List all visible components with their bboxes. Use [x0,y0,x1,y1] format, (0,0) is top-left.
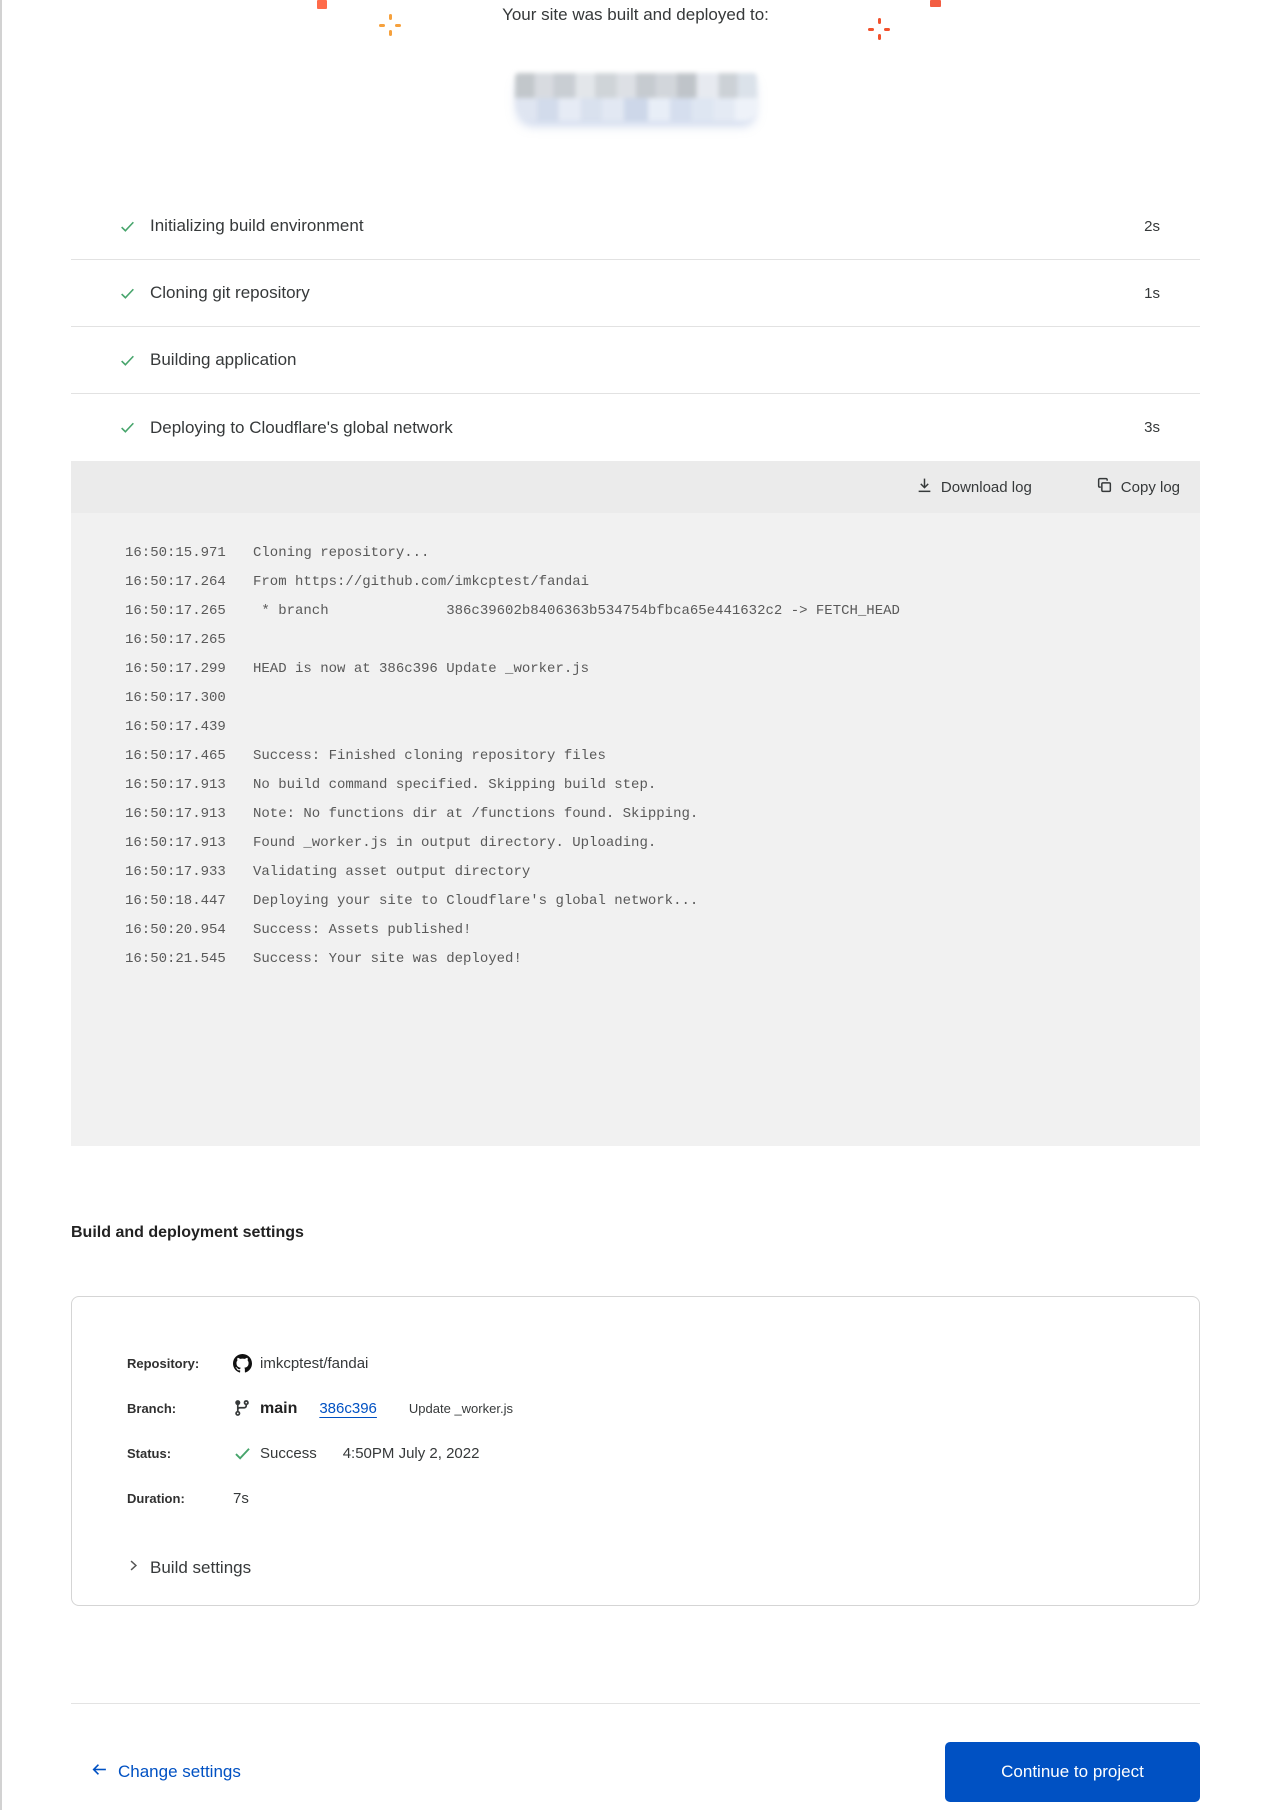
log-message: * branch 386c39602b8406363b534754bfbca65e441632c2 -> FETCH_HEAD [253,603,900,619]
check-icon [119,352,136,369]
log-timestamp: 16:50:17.265 [125,632,226,648]
download-icon [916,477,933,498]
commit-message: Update _worker.js [408,1401,513,1416]
log-timestamp: 16:50:17.439 [125,719,226,735]
repository-row [127,1341,1175,1386]
step-duration: 1s [1144,284,1160,302]
log-line [125,655,1180,684]
branch-label: Branch: [127,1401,177,1416]
github-icon [233,1354,252,1373]
build-step-row[interactable] [71,394,1200,461]
settings-heading: Build and deployment settings [71,1224,304,1241]
copy-log-button[interactable]: Copy log [1096,477,1180,498]
footer-divider [71,1703,1200,1704]
log-message: Deploying your site to Cloudflare's global network... [253,893,699,909]
log-timestamp: 16:50:17.913 [125,835,226,851]
duration-value: 7s [233,1490,249,1507]
log-line [125,771,1180,800]
continue-to-project-button[interactable]: Continue to project [945,1742,1200,1802]
repository-value: imkcptest/fandai [260,1355,369,1372]
commit-link[interactable]: 386c396 [319,1400,377,1417]
status-timestamp: 4:50PM July 2, 2022 [342,1445,480,1462]
check-icon [233,1444,252,1463]
log-line [125,626,1180,655]
log-timestamp: 16:50:17.265 [125,603,226,619]
branch-name: main [260,1399,298,1417]
log-line [125,916,1180,945]
log-toolbar [71,461,1200,513]
log-line [125,597,1180,626]
log-message: Note: No functions dir at /functions found. Skipping. [253,806,699,822]
log-line [125,539,1180,568]
sparkle-icon [379,14,401,36]
log-message: Success: Your site was deployed! [253,951,522,967]
log-message: Cloning repository... [253,545,430,561]
log-timestamp: 16:50:20.954 [125,922,226,938]
check-icon [119,419,136,436]
log-line [125,684,1180,713]
repository-label: Repository: [127,1356,200,1371]
deployed-site-url-redacted[interactable] [515,73,757,121]
arrow-left-icon [91,1761,108,1783]
log-line [125,858,1180,887]
duration-row [127,1476,1175,1521]
download-log-button[interactable]: Download log [916,477,1032,498]
log-line [125,800,1180,829]
log-timestamp: 16:50:17.299 [125,661,226,677]
log-timestamp: 16:50:17.264 [125,574,226,590]
status-row [127,1431,1175,1476]
step-label: Cloning git repository [150,283,310,302]
hero-section [71,0,1200,193]
log-timestamp: 16:50:17.933 [125,864,226,880]
log-message: No build command specified. Skipping build step. [253,777,657,793]
change-settings-link[interactable]: Change settings [91,1761,241,1783]
log-message: Found _worker.js in output directory. Uploading. [253,835,657,851]
log-line [125,742,1180,771]
copy-icon [1096,477,1113,498]
confetti-icon [317,0,327,9]
deployment-page [71,0,1200,1802]
sparkle-icon [868,18,890,40]
log-timestamp: 16:50:17.300 [125,690,226,706]
status-value: Success [260,1445,317,1462]
log-message: Validating asset output directory [253,864,531,880]
step-label: Deploying to Cloudflare's global network [150,417,453,437]
duration-label: Duration: [127,1491,185,1506]
build-steps [71,193,1200,461]
check-icon [119,218,136,235]
log-timestamp: 16:50:17.913 [125,777,226,793]
step-duration: 2s [1144,217,1160,235]
build-settings-expander[interactable] [127,1553,1175,1583]
step-duration: 3s [1144,419,1160,436]
footer [71,1742,1200,1802]
log-timestamp: 16:50:17.913 [125,806,226,822]
git-branch-icon [233,1399,252,1418]
log-timestamp: 16:50:17.465 [125,748,226,764]
log-message: Success: Assets published! [253,922,472,938]
step-label: Building application [150,350,297,369]
log-timestamp: 16:50:21.545 [125,951,226,967]
log-line [125,887,1180,916]
log-message: From https://github.com/imkcptest/fandai [253,574,590,590]
chevron-right-icon [127,1559,140,1577]
log-message: Success: Finished cloning repository files [253,748,606,764]
log-line [125,568,1180,597]
build-log[interactable] [71,513,1200,1146]
log-message: HEAD is now at 386c396 Update _worker.js [253,661,590,677]
log-timestamp: 16:50:15.971 [125,545,226,561]
build-settings-label: Build settings [150,1558,252,1577]
build-step-row[interactable] [71,193,1200,260]
build-step-row[interactable] [71,327,1200,394]
log-line [125,945,1180,974]
step-label: Initializing build environment [150,216,364,235]
page-title: Your site was built and deployed to: [502,5,769,24]
confetti-icon [930,0,941,7]
log-line [125,713,1180,742]
settings-card [71,1296,1200,1606]
branch-row [127,1386,1175,1431]
build-step-row[interactable] [71,260,1200,327]
check-icon [119,285,136,302]
log-timestamp: 16:50:18.447 [125,893,226,909]
log-line [125,829,1180,858]
status-label: Status: [127,1446,172,1461]
